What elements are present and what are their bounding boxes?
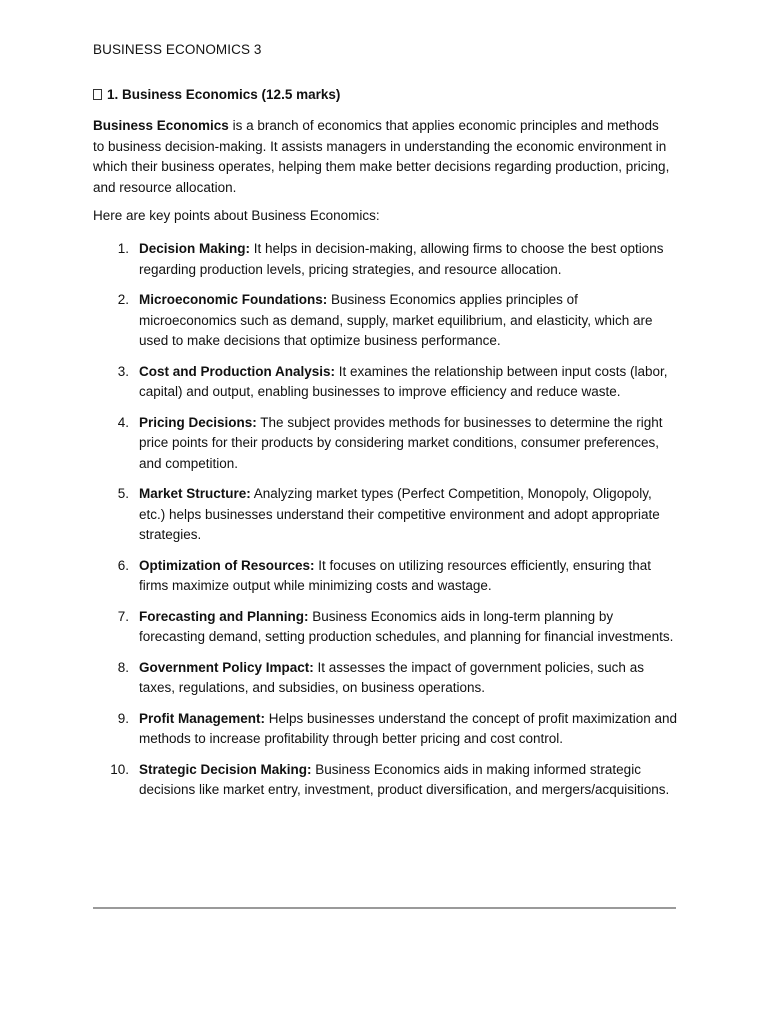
- list-item-number: 6 .: [93, 556, 129, 577]
- section-heading: [93, 87, 340, 102]
- list-item-term: Strategic Decision Making:: [139, 761, 312, 777]
- section-heading-text: 1. Business Economics (12.5 marks): [107, 87, 341, 102]
- list-item-term: Profit Management:: [139, 710, 266, 726]
- list-item: [93, 484, 678, 546]
- list-item: [93, 413, 678, 475]
- list-item: [93, 556, 678, 597]
- list-item-text: Helps businesses understand the concept of profit maximization and methods to increase profitability through better pricing and cost control.: [139, 710, 677, 747]
- list-item-term: Optimization of Resources:: [139, 557, 315, 573]
- list-item-number: 5 .: [93, 484, 129, 505]
- list-item: [93, 658, 678, 699]
- list-item-number: 1 .: [93, 239, 129, 260]
- missing-glyph-icon: [93, 89, 102, 100]
- list-item-term: Pricing Decisions:: [139, 414, 257, 430]
- list-item-number: 3 .: [93, 362, 129, 383]
- list-item-text: Analyzing market types (Perfect Competition, Monopoly, Oligopoly, etc.) helps businesses understand their competitive environment and adopt appropriate strategies.: [139, 486, 660, 543]
- list-item-text: It assesses the impact of government policies, such as taxes, regulations, and subsidies, on business operations.: [139, 659, 644, 696]
- list-item: [93, 239, 678, 280]
- running-header: BUSINESS ECONOMICS 3: [93, 42, 262, 57]
- list-item-term: Microeconomic Foundations:: [139, 291, 328, 307]
- list-item-text: Business Economics applies principles of microeconomics such as demand, supply, market equilibrium, and elasticity, which are used to make decisions that optimize business performance.: [139, 291, 653, 349]
- list-item-text: Business Economics aids in making informed strategic decisions like market entry, investment, product diversification, and mergers/acquisitions.: [139, 761, 670, 798]
- list-item: [93, 709, 678, 750]
- section-divider: [93, 907, 676, 909]
- intro-text: is a branch of economics that applies economic principles and methods to business decision-making. It assists managers in understanding the economic environment in which their business operates, helping them make better decisions regarding production, pricing, and resource allocation.: [93, 118, 670, 195]
- list-item-term: Cost and Production Analysis:: [139, 363, 336, 379]
- list-item-term: Decision Making:: [139, 241, 251, 256]
- intro-term: Business Economics: [93, 118, 229, 133]
- list-item-term: Forecasting and Planning:: [139, 608, 309, 624]
- list-item-number: 8 .: [93, 658, 129, 679]
- list-item-number: 9 .: [93, 709, 129, 730]
- intro-paragraph: [93, 116, 673, 198]
- list-item: [93, 760, 678, 801]
- list-item-text: It focuses on utilizing resources efficiently, ensuring that firms maximize output while minimizing costs and wastage.: [139, 557, 651, 594]
- list-item-number: 2 .: [93, 290, 129, 311]
- list-item-text: It examines the relationship between input costs (labor, capital) and output, enabling businesses to improve efficiency and reduce waste.: [139, 363, 668, 400]
- list-item-term: Government Policy Impact:: [139, 659, 314, 675]
- list-item: [93, 607, 678, 648]
- lead-in-sentence: Here are key points about Business Economics:: [93, 208, 380, 223]
- list-item-term: Market Structure:: [139, 486, 251, 502]
- list-item-text: Business Economics aids in long-term planning by forecasting demand, setting production schedules, and planning for financial investments.: [139, 608, 674, 645]
- list-item-number: 10 .: [93, 760, 129, 781]
- list-item-number: 4 .: [93, 413, 129, 434]
- list-item: [93, 362, 678, 403]
- list-item-text: The subject provides methods for businesses to determine the right price points for their products by considering market conditions, consumer preferences, and competition.: [139, 414, 663, 471]
- key-points-list: [93, 239, 678, 811]
- list-item: [93, 290, 678, 352]
- list-item-text: It helps in decision-making, allowing firms to choose the best options regarding production levels, pricing strategies, and resource allocation.: [139, 241, 664, 277]
- list-item-number: 7 .: [93, 607, 129, 628]
